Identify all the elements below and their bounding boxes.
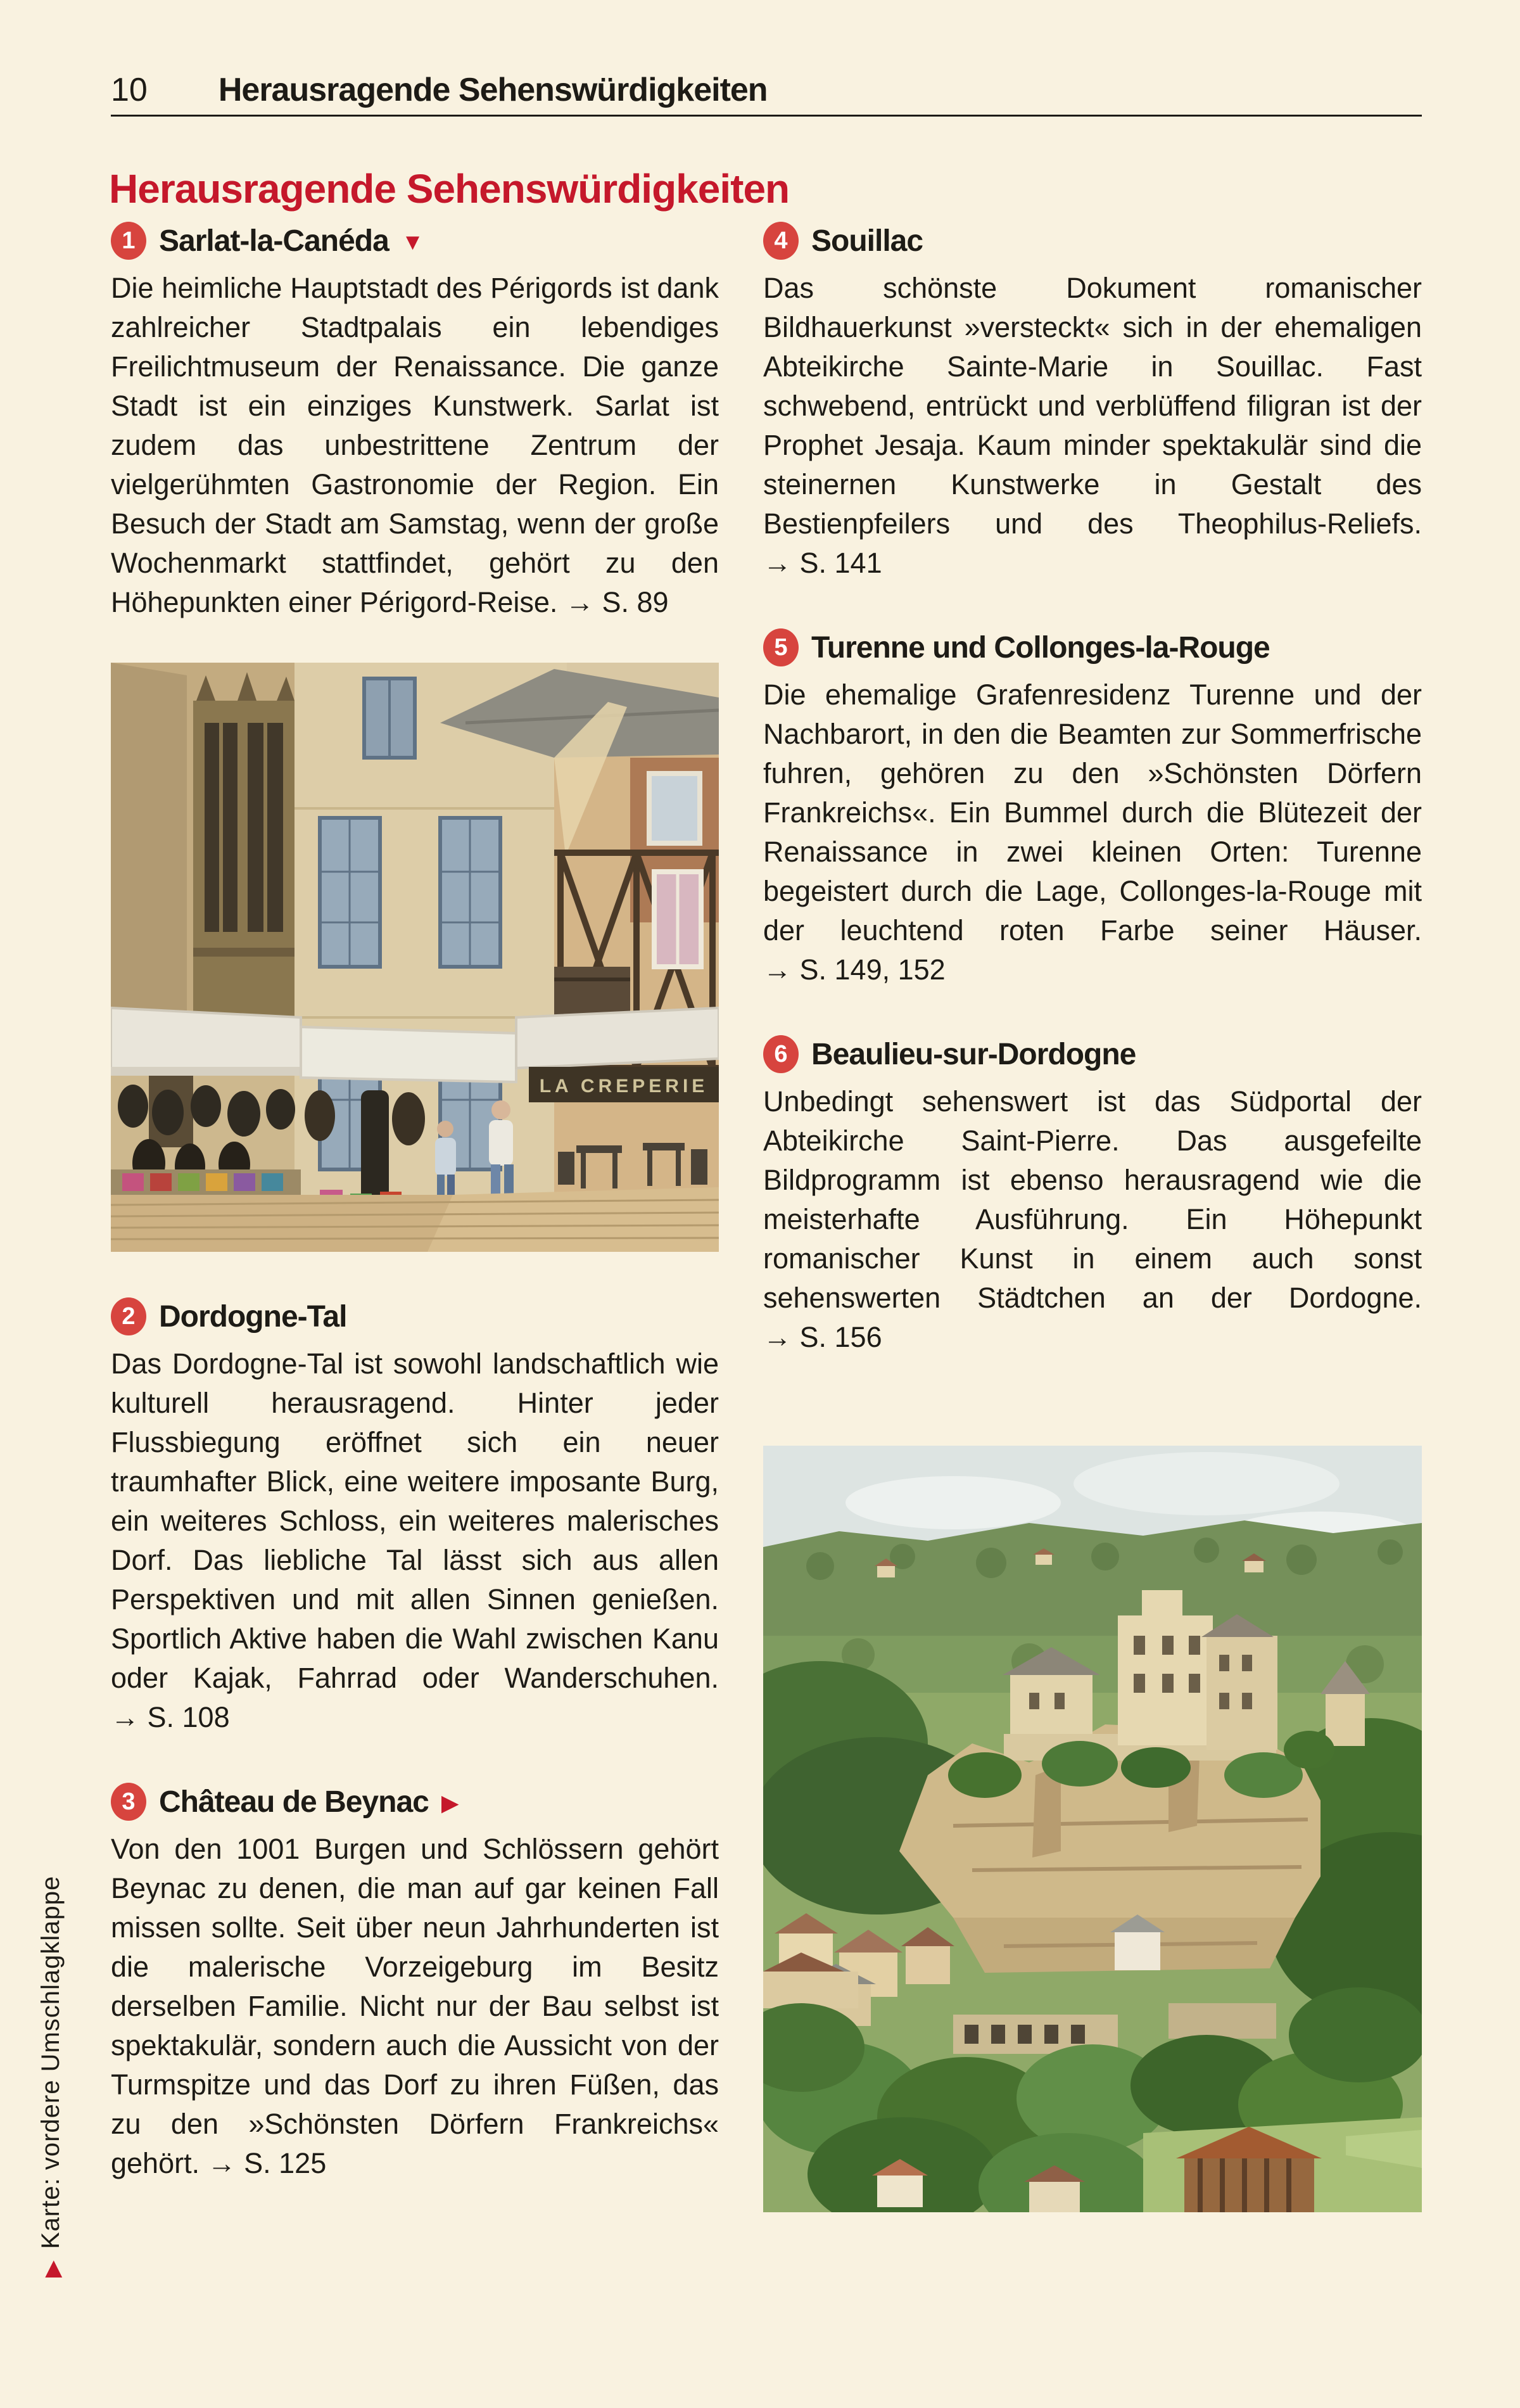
section-body [763, 1082, 1422, 1357]
photo-far-hills [763, 1520, 1422, 1693]
section-number-badge: 5 [763, 628, 799, 666]
column-right [763, 222, 1422, 2212]
section-number-badge: 4 [763, 222, 799, 260]
body-text: Die ehemalige Grafenresidenz Turenne und der Nachbarort, in den die Beamten zur Sommerfrische fuhren, gehören zu den »Schönsten Dörfern Frankreichs«. Ein Bummel durch die Blütezeit der Renaissance in zwei kleinen Orten: Turenne begeistert durch die Lage, Collonges-la-Rouge mit der leuchtend roten Farbe seiner Häuser. [763, 678, 1422, 946]
section-body [763, 269, 1422, 583]
section-number-badge: 2 [111, 1297, 146, 1335]
page-reference: → S. 125 [207, 2147, 327, 2179]
sarlat-market-photo [111, 663, 719, 1252]
section-title: Dordogne-Tal [159, 1299, 347, 1334]
body-text: Von den 1001 Burgen und Schlössern gehört Beynac zu denen, die man auf gar keinen Fall missen sollte. Seit über neun Jahrhunderten ist die malerische Vorzeigeburg im Besitz derselben Familie. Nicht nur der Bau selbst ist spektakulär, sondern auch die Aussicht von der Turmspitze und das Dorf zu ihren Füßen, das zu den »Schönsten Dörfern Frankreichs« gehört. [111, 1833, 719, 2179]
section-body [111, 269, 719, 622]
photo-right-marker-icon: ▶ [441, 1790, 459, 1816]
section-dordogne-tal [111, 1297, 719, 1737]
page-title: Herausragende Sehenswürdigkeiten [109, 165, 790, 212]
map-reference-note: Karte: vordere Umschlagklappe [37, 1875, 65, 2249]
section-title: Turenne und Collonges-la-Rouge [811, 630, 1270, 665]
column-left [111, 222, 719, 2183]
section-number-badge: 6 [763, 1035, 799, 1073]
section-number-badge: 1 [111, 222, 146, 260]
page-reference: → S. 156 [763, 1321, 882, 1353]
header-rule [111, 115, 1422, 117]
section-title: Beaulieu-sur-Dordogne [811, 1037, 1136, 1071]
body-text: Unbedingt sehenswert ist das Südportal der Abteikirche Saint-Pierre. Das ausgefeilte Bildprogramm ist ebenso herausragend wie die meisterhafte Ausführung. Ein Höhepunkt romanischer Kunst in einem auch sonst sehenswerten Städtchen an der Dordogne. [763, 1085, 1422, 1314]
body-text: Das schönste Dokument romanischer Bildhauerkunst »versteckt« sich in der ehemaligen Abteikirche Sainte-Marie in Souillac. Fast schwebend, entrückt und verblüffend filigran ist der Prophet Jesaja. Kaum minder spektakulär sind die steinernen Kunstwerke in Gestalt des Bestienpfeilers und des Theophilus-Reliefs. [763, 272, 1422, 540]
section-title: Château de Beynac [159, 1785, 429, 1819]
body-text: Das Dordogne-Tal ist sowohl landschaftlich wie kulturell herausragend. Hinter jeder Flussbiegung eröffnet sich ein neuer traumhafter Blick, eine weitere imposante Burg, ein weiteres Schloss, ein weiteres malerisches Dorf. Das liebliche Tal lässt sich aus allen Perspektiven und mit allen Sinnen genießen. Sportlich Aktive haben die Wahl zwischen Kanu oder Kajak, Fahrrad oder Wanderschuhen. [111, 1347, 719, 1694]
section-body [111, 1344, 719, 1737]
section-number-badge: 3 [111, 1783, 146, 1821]
page-reference: → S. 149, 152 [763, 953, 946, 986]
page-header [111, 71, 1422, 109]
photo-center-building [294, 663, 567, 1252]
section-heading [763, 628, 1422, 666]
section-beaulieu [763, 1035, 1422, 1357]
section-heading [763, 222, 1422, 260]
photo-cobblestones [111, 1187, 719, 1252]
section-body [111, 1830, 719, 2183]
section-title: Sarlat-la-Canéda [159, 224, 389, 258]
page-reference: → S. 89 [565, 586, 669, 618]
section-souillac [763, 222, 1422, 583]
page-reference: → S. 108 [111, 1701, 230, 1733]
map-triangle-icon: ▲ [39, 2251, 68, 2284]
page-reference: → S. 141 [763, 547, 882, 579]
section-heading [763, 1035, 1422, 1073]
photo-below-marker-icon: ▼ [401, 229, 424, 255]
running-head: Herausragende Sehenswürdigkeiten [218, 72, 768, 108]
section-heading [111, 1783, 719, 1821]
section-heading [111, 1297, 719, 1335]
section-title: Souillac [811, 224, 923, 258]
section-heading [111, 222, 719, 260]
body-text: Die heimliche Hauptstadt des Périgords ist dank zahlreicher Stadtpalais ein lebendiges Freilichtmuseum der Renaissance. Die ganze Stadt ist ein einziges Kunstwerk. Sarlat ist zudem das unbestrittene Zentrum der vielgerühmten Gastronomie der Region. Ein Besuch der Stadt am Samstag, wenn der große Wochenmarkt stattfindet, gehört zu den Höhepunkten einer Périgord-Reise. [111, 272, 719, 618]
section-turenne-collonges [763, 628, 1422, 990]
beynac-castle-photo [763, 1446, 1422, 2212]
section-sarlat [111, 222, 719, 622]
page-number: 10 [111, 72, 148, 108]
creperie-sign-text: LA CREPERIE [539, 1076, 709, 1097]
section-body [763, 675, 1422, 990]
section-beynac [111, 1783, 719, 2183]
